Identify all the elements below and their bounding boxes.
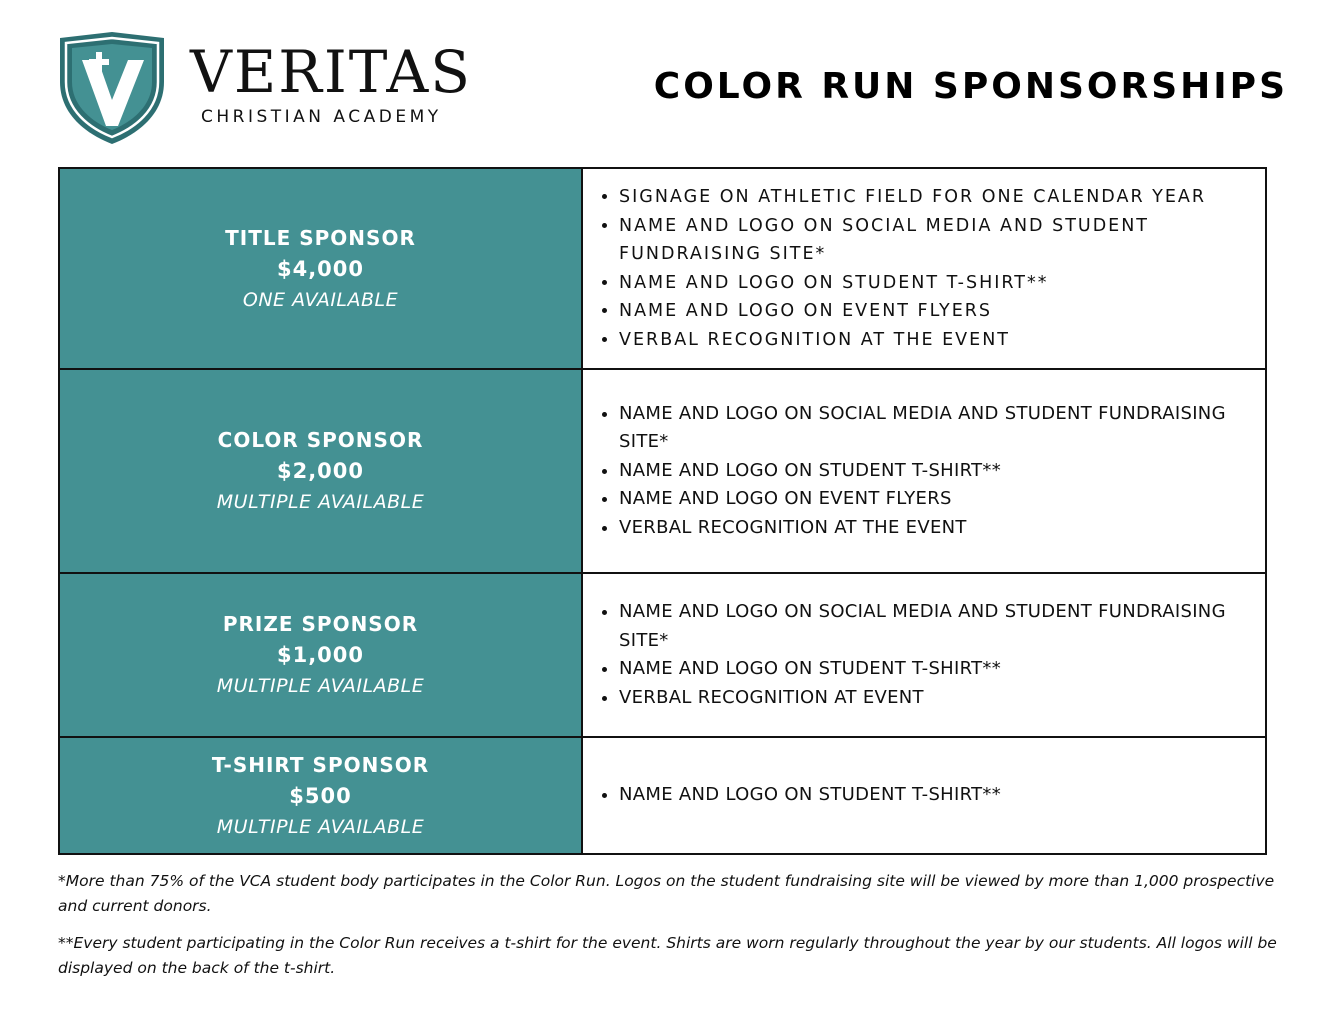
benefit-item: • NAME AND LOGO ON STUDENT T-SHIRT** [619, 781, 1255, 810]
tier-cell [59, 737, 582, 854]
benefits-list [583, 400, 1265, 543]
tier-name: PRIZE SPONSOR [222, 612, 419, 636]
benefit-item: • NAME AND LOGO ON SOCIAL MEDIA AND STUDENT FUNDRAISING SITE* [619, 400, 1255, 457]
tier-availability: MULTIPLE AVAILABLE [216, 815, 425, 838]
sponsor-row-tshirt [59, 737, 1266, 854]
tier-price: $500 [289, 783, 352, 808]
sponsor-row-title [59, 168, 1266, 369]
benefit-item: • VERBAL RECOGNITION AT EVENT [619, 684, 1255, 713]
sponsorship-table [58, 167, 1267, 855]
benefit-item: • VERBAL RECOGNITION AT THE EVENT [619, 326, 1255, 355]
tier-price: $1,000 [276, 643, 365, 667]
benefit-item: • NAME AND LOGO ON STUDENT T-SHIRT** [619, 655, 1255, 684]
benefits-cell [582, 737, 1266, 854]
benefit-item: • NAME AND LOGO ON STUDENT T-SHIRT** [619, 269, 1255, 298]
benefit-item: • NAME AND LOGO ON SOCIAL MEDIA AND STUDENT FUNDRAISING SITE* [619, 598, 1255, 655]
tier-price: $2,000 [276, 459, 365, 483]
sponsor-row-prize [59, 573, 1266, 737]
brand-tagline: CHRISTIAN ACADEMY [201, 107, 442, 127]
tier-cell [59, 369, 582, 573]
benefit-item: • NAME AND LOGO ON STUDENT T-SHIRT** [619, 457, 1255, 486]
tier-price: $4,000 [276, 256, 365, 281]
tier-availability: MULTIPLE AVAILABLE [216, 675, 425, 697]
benefit-item: • NAME AND LOGO ON EVENT FLYERS [619, 297, 1255, 326]
sponsor-row-color [59, 369, 1266, 573]
benefits-cell [582, 573, 1266, 737]
tier-availability: MULTIPLE AVAILABLE [216, 491, 425, 513]
shield-logo-icon [56, 30, 168, 148]
benefits-list [583, 183, 1265, 354]
page-title: COLOR RUN SPONSORSHIPS [653, 66, 1288, 107]
tier-name: T-SHIRT SPONSOR [211, 752, 430, 777]
benefits-cell [582, 369, 1266, 573]
benefits-cell [582, 168, 1266, 369]
benefit-item: • NAME AND LOGO ON EVENT FLYERS [619, 485, 1255, 514]
footnote-participation: *More than 75% of the VCA student body participates in the Color Run. Logos on the student fundraising site will be viewed by more than 1,000 prospective and current donors. [58, 872, 1275, 915]
benefit-item: • NAME AND LOGO ON SOCIAL MEDIA AND STUDENT FUNDRAISING SITE* [619, 212, 1255, 269]
tier-cell [59, 573, 582, 737]
benefit-item: • SIGNAGE ON ATHLETIC FIELD FOR ONE CALENDAR YEAR [619, 183, 1255, 212]
benefits-list [583, 781, 1265, 810]
footnote-tshirt: **Every student participating in the Color Run receives a t-shirt for the event. Shirts are worn regularly throughout the year by our students. All logos will be displayed on the back of the t-shirt. [58, 934, 1277, 977]
benefit-item: • VERBAL RECOGNITION AT THE EVENT [619, 514, 1255, 543]
tier-cell [59, 168, 582, 369]
tier-name: COLOR SPONSOR [217, 428, 424, 452]
tier-availability: ONE AVAILABLE [242, 288, 399, 311]
tier-name: TITLE SPONSOR [225, 225, 416, 250]
brand-name: VERITAS [190, 38, 472, 106]
benefits-list [583, 598, 1265, 712]
